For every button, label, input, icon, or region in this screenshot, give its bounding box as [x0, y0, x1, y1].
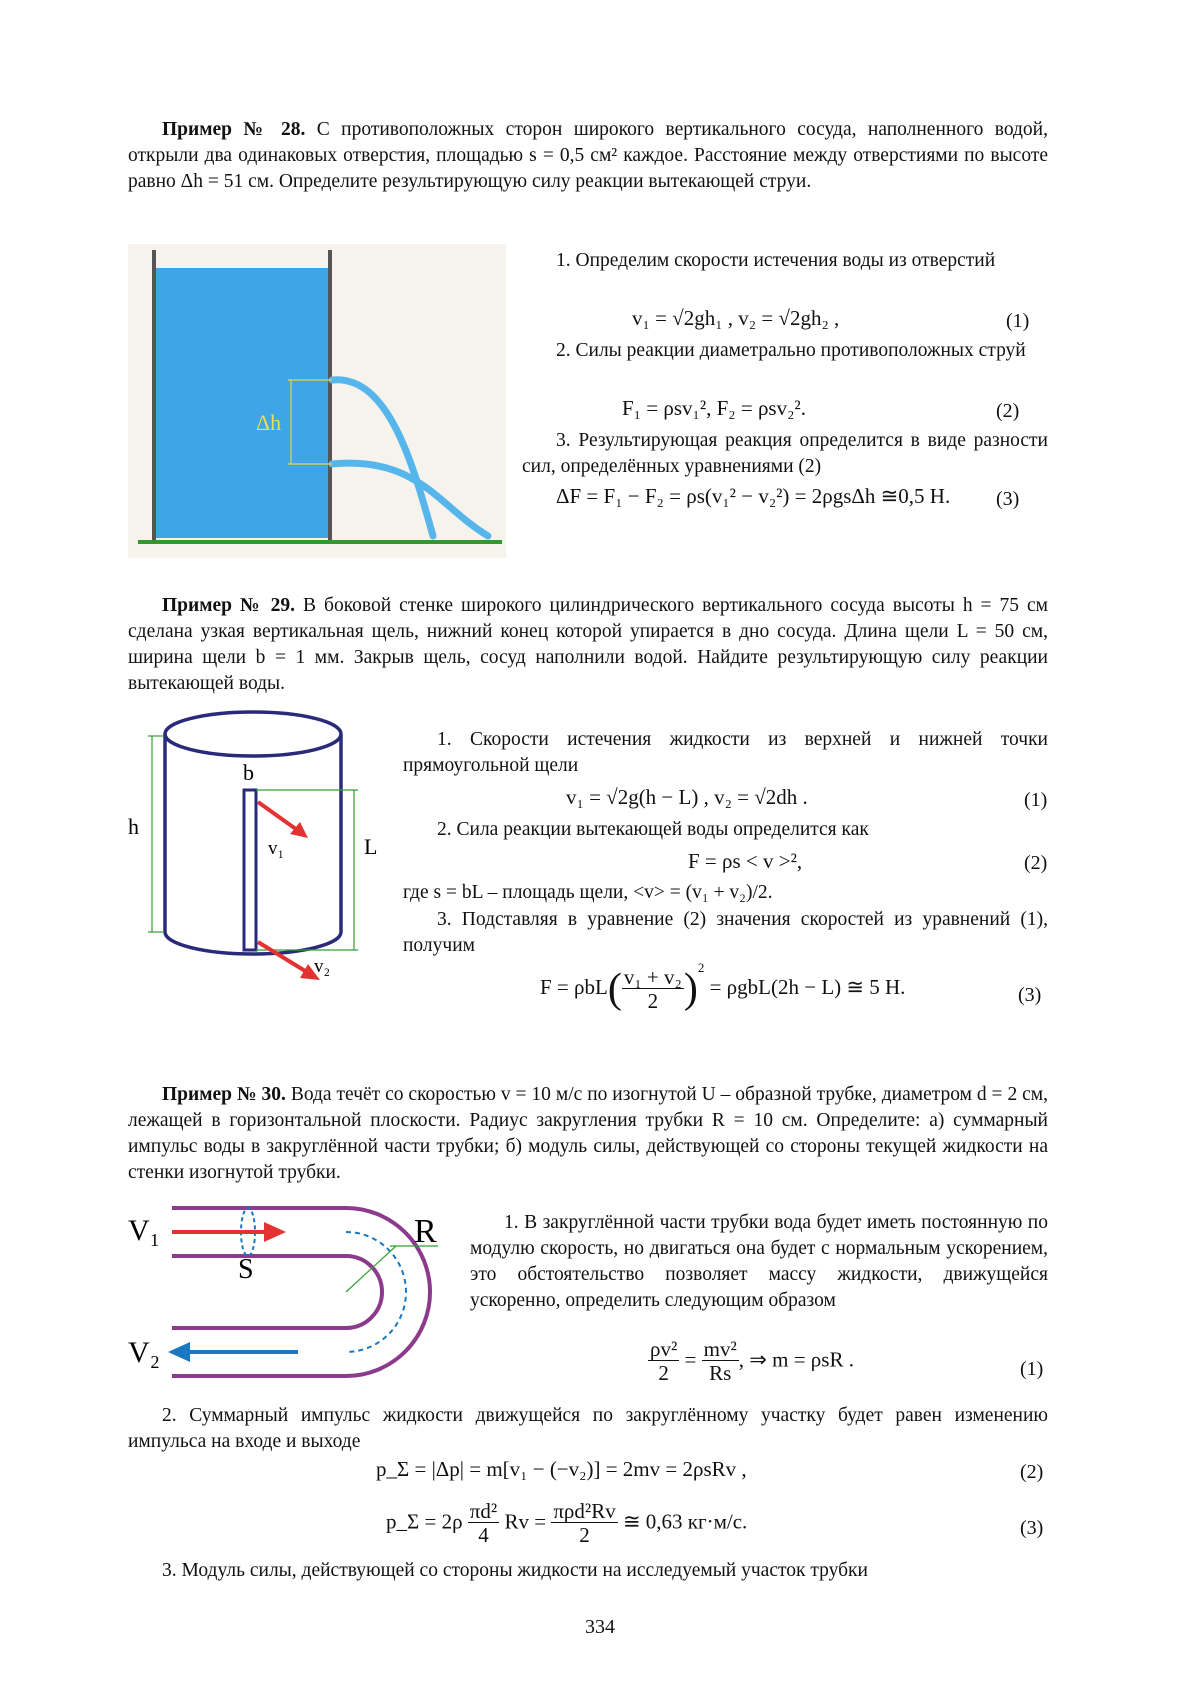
- ex28-figure: [128, 244, 506, 558]
- page-number: 334: [585, 1616, 615, 1638]
- ex30-eq3-f2-den: 2: [579, 1523, 590, 1547]
- ex29-figure: [128, 710, 398, 1000]
- v2-arrow-shaft: [258, 942, 310, 974]
- ex28-step2: 2. Силы реакции диаметрально противоположных струй: [556, 340, 1026, 361]
- ex30-eq3-num: (3): [1020, 1517, 1044, 1539]
- ex28-eq2-num: (2): [996, 400, 1020, 422]
- ex29-eq3-left: F = ρbL: [540, 975, 608, 999]
- ex29-eq3-right: = ρgbL(2h − L) ≅ 5 Н.: [709, 975, 906, 999]
- ex30-figure: [128, 1200, 458, 1380]
- ex30-eq1: $\frac{\text{ρv²}}{2}$ = $\frac{\text{mv²}}{Rs}$ , ⇒ m = ρsR .: [650, 1337, 854, 1385]
- ex28-problem-text: С противоположных сторон широкого вертикального сосуда, наполненного водой, открыли два одинаковых отверстия, площадью s = 0,5 см² каждое. Расстояние между отверстиями по высоте равно Δh = 51 см. Определите результирующую силу реакции вытекающей струи.: [128, 119, 1048, 192]
- ex30-eq1-b-num: mv²: [703, 1337, 737, 1361]
- ex29-problem: [128, 593, 1048, 697]
- ex28-eq3: ΔF = F₁ − F₂ = ρs(v₁² − v₂²) = 2ρgsΔh ≅0,5 Н.: [556, 484, 951, 508]
- ex29-where: где s = bL – площадь щели, <v> = (v₁ + v₂)/2.: [403, 882, 773, 903]
- ex29-eq3-num-label: (3): [1018, 984, 1042, 1006]
- ex28-eq1: v₁ = √2gh₁ , v₂ = √2gh₂ ,: [632, 306, 840, 330]
- ex30-eq2: p_Σ = |Δp| = m[v₁ − (−v₂)] = 2mv = 2ρsRv ,: [376, 1457, 747, 1481]
- ex30-eq3-f1-den: 4: [478, 1523, 489, 1547]
- v2-fig-label: V₂: [128, 1336, 161, 1369]
- ex30-eq3-mid: Rv =: [504, 1509, 547, 1534]
- ex30-problem: [128, 1082, 1048, 1186]
- ex30-step1: 1. В закруглённой части трубки вода будет иметь постоянную по модулю скорость, но двигаться она будет с нормальным ускорением, это обстоятельство позволяет массу жидкости, движущейся ускоренно, определить следующим образом: [470, 1212, 1048, 1311]
- ex28-step1: 1. Определим скорости истечения воды из отверстий: [556, 250, 996, 271]
- ex28-eq2: F₁ = ρsv₁², F₂ = ρsv₂².: [622, 396, 806, 420]
- v1-flow-head: [264, 1222, 286, 1242]
- ex30-problem-text: Вода течёт со скоростью v = 10 м/с по изогнутой U – образной трубке, диаметром d = 2 см, лежащей в горизонтальной плоскости. Радиус закругления трубки R = 10 см. Определите: а) суммарный импульс воды в закруглённой части трубки; б) модуль силы, действующей со стороны текущей жидкости на стенки изогнутой трубки.: [128, 1084, 1048, 1183]
- ex30-eq3: [386, 1500, 747, 1547]
- water-tank: [156, 268, 332, 538]
- lower-jet: [332, 463, 488, 536]
- v2-flow-head: [168, 1342, 190, 1362]
- ex30-step3: 3. Модуль силы, действующей со стороны жидкости на исследуемый участок трубки: [162, 1560, 868, 1581]
- ex28-step3: 3. Результирующая реакция определится в виде разности сил, определённых уравнениями (2): [522, 430, 1048, 477]
- L-label: L: [364, 834, 378, 859]
- h-label: h: [128, 814, 139, 839]
- r-fig-label: R: [414, 1213, 437, 1250]
- ex29-step3: 3. Подставляя в уравнение (2) значения скоростей из уравнений (1), получим: [403, 909, 1048, 956]
- ex30-step2: 2. Суммарный импульс жидкости движущейся по закруглённому участку будет равен изменению импульса на входе и выходе: [128, 1405, 1048, 1452]
- ex29-problem-text: В боковой стенке широкого цилиндрического вертикального сосуда высоты h = 75 см сделана узкая вертикальная щель, нижний конец которой упирается в дно сосуда. Длина щели L = 50 см, ширина щели b = 1 мм. Закрыв щель, сосуд наполнили водой. Найдите результирующую силу реакции вытекающей воды.: [128, 595, 1048, 694]
- ex30-eq1-a-num: ρv²: [650, 1337, 678, 1361]
- s-fig-label: S: [238, 1254, 254, 1285]
- ex29-title: Пример № 29.: [162, 595, 296, 616]
- ex29-eq3-num: v₁ + v₂: [623, 964, 682, 989]
- v1-fig-label: V₁: [128, 1214, 161, 1247]
- v1-arrow-shaft: [258, 802, 300, 832]
- b-label: b: [243, 760, 254, 785]
- ex30-eq1-num: (1): [1020, 1358, 1044, 1380]
- ex28-eq3-num: (3): [996, 488, 1020, 510]
- v2-label: v₂: [314, 956, 331, 977]
- ex30-eq3-tail: ≅ 0,63 кг·м/с.: [622, 1509, 748, 1534]
- ex29-eq2: F = ρs < v >²,: [688, 849, 803, 873]
- ex29-eq2-num: (2): [1024, 852, 1048, 874]
- ex30-eq1-b-den: Rs: [709, 1361, 732, 1385]
- pipe-inner: [172, 1256, 382, 1328]
- ex29-eq3-den: 2: [647, 988, 659, 1013]
- ex30-eq3-f1-num: πd²: [469, 1499, 498, 1523]
- ex30-eq2-num: (2): [1020, 1461, 1044, 1483]
- ex29-eq3: F = ρbL( $\frac{\text{v₁ + v₂}}{2}$ )$^2$ = ρgbL(2h − L) ≅ 5 Н.: [540, 960, 906, 1013]
- ex30-eq3-f2-num: πρd²Rv: [553, 1499, 616, 1523]
- ex29-step1: 1. Скорости истечения жидкости из верхней и нижней точки прямоугольной щели: [403, 729, 1048, 776]
- ex29-eq1-num: (1): [1024, 789, 1048, 811]
- delta-h-label: Δh: [256, 410, 282, 435]
- ex28-title: Пример № 28.: [162, 119, 306, 140]
- ex29-step2: 2. Сила реакции вытекающей воды определится как: [437, 819, 869, 840]
- ex30-title: Пример № 30.: [162, 1084, 286, 1105]
- v1-label: v₁: [268, 838, 285, 859]
- ex28-eq1-num: (1): [1006, 310, 1030, 332]
- center-arc: [346, 1232, 406, 1352]
- slit: [244, 790, 256, 950]
- cylinder-top: [165, 712, 341, 756]
- ex30-eq1-tail: , ⇒ m = ρsR .: [738, 1347, 854, 1372]
- ex28-problem: [128, 117, 1048, 195]
- ex29-eq1: v₁ = √2g(h − L) , v₂ = √2dh .: [566, 785, 808, 809]
- upper-jet: [332, 380, 433, 536]
- radius-line: [346, 1246, 396, 1292]
- ex30-eq3-left: p_Σ = 2ρ: [386, 1509, 463, 1534]
- ex30-eq1-a-den: 2: [658, 1361, 669, 1385]
